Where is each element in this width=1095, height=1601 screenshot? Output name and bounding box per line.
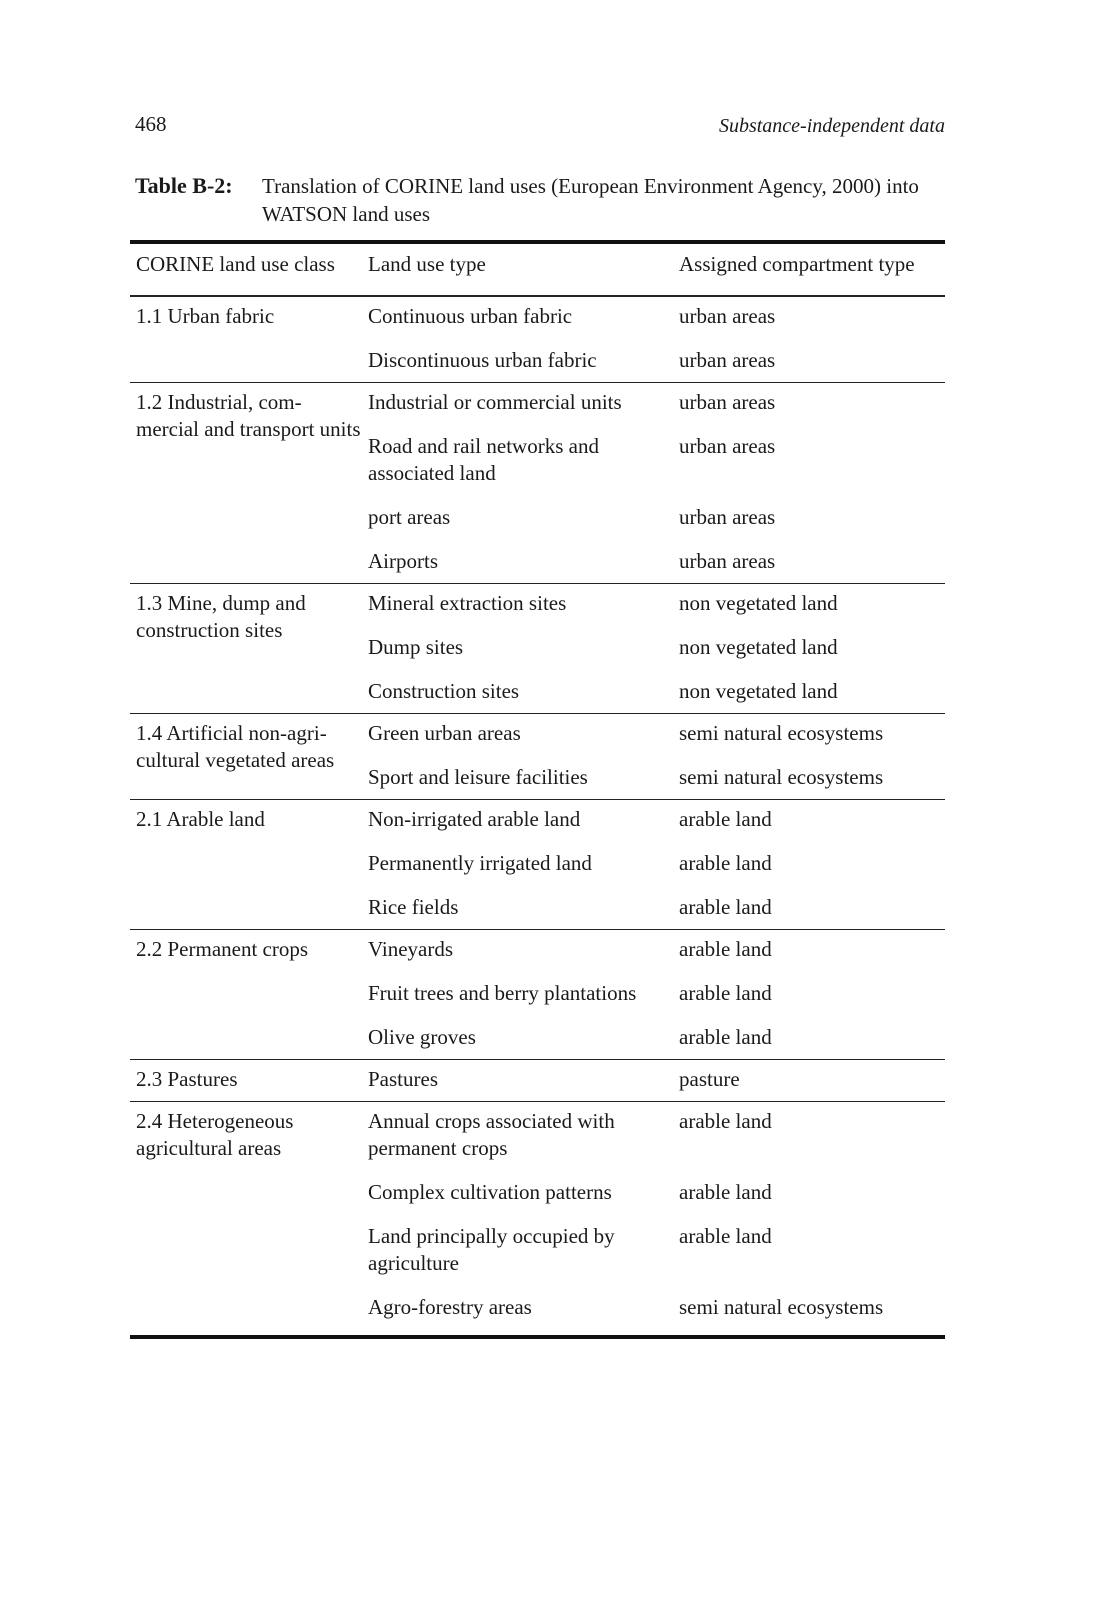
compartment-type-cell: non vegetated land: [679, 635, 838, 659]
land-use-type-cell: port areas: [368, 505, 451, 529]
page-number: 468: [135, 112, 167, 136]
land-use-type-cell: Construction sites: [368, 679, 520, 703]
land-use-type-cell: Airports: [368, 549, 438, 573]
compartment-type-cell: non vegetated land: [679, 591, 838, 615]
land-use-type-cell: Road and rail networks and associated land: [368, 434, 599, 485]
table-row: [368, 1179, 945, 1223]
table-group: [130, 1102, 945, 1329]
running-head: Substance-independent data: [718, 115, 945, 137]
land-use-type-cell: Rice fields: [368, 895, 459, 919]
table-row: [368, 347, 945, 374]
group-rows: [368, 389, 945, 575]
land-use-type-cell: Dump sites: [368, 635, 464, 659]
corine-class-cell: 1.3 Mine, dump and construction sites: [136, 591, 306, 642]
table-group: [130, 800, 945, 930]
compartment-type-cell: urban areas: [679, 348, 776, 372]
column-header-compartment-type: Assigned compartment type: [679, 252, 915, 276]
compartment-type-cell: urban areas: [679, 304, 776, 328]
group-rows: [368, 720, 945, 791]
group-rows: [368, 303, 945, 374]
table-label: Table B-2:: [135, 173, 233, 198]
corine-class-cell: 2.3 Pastures: [136, 1067, 238, 1091]
column-header-corine-class: CORINE land use class: [136, 252, 335, 276]
table-row: [368, 590, 945, 634]
compartment-type-cell: urban areas: [679, 434, 776, 458]
table-row: [368, 720, 945, 764]
compartment-type-cell: urban areas: [679, 505, 776, 529]
land-use-type-cell: Annual crops associated with permanent crops: [368, 1109, 615, 1160]
compartment-type-cell: pasture: [679, 1067, 740, 1091]
compartment-type-cell: semi natural ecosystems: [679, 1295, 884, 1319]
corine-class-cell: 1.4 Artificial non-agri-cultural vegetated areas: [136, 721, 335, 772]
compartment-type-cell: arable land: [679, 1025, 772, 1049]
group-rows: [368, 806, 945, 921]
compartment-type-cell: arable land: [679, 981, 772, 1005]
table-row: [368, 1108, 945, 1179]
compartment-type-cell: arable land: [679, 807, 772, 831]
table-row: [368, 303, 945, 347]
table-group: [130, 930, 945, 1060]
compartment-type-cell: arable land: [679, 1109, 772, 1133]
land-use-type-cell: Sport and leisure facilities: [368, 765, 588, 789]
table-row: [368, 634, 945, 678]
group-rows: [368, 1066, 945, 1093]
table-top-rule: [130, 240, 945, 244]
group-rows: [368, 1108, 945, 1321]
group-rows: [368, 590, 945, 705]
compartment-type-cell: semi natural ecosystems: [679, 765, 884, 789]
table-row: [368, 678, 945, 705]
compartment-type-cell: arable land: [679, 1180, 772, 1204]
table-row: [368, 850, 945, 894]
table-caption: [135, 172, 965, 228]
land-use-type-cell: Pastures: [368, 1067, 438, 1091]
table-row: [368, 764, 945, 791]
compartment-type-cell: urban areas: [679, 390, 776, 414]
table-group: [130, 1060, 945, 1102]
corine-class-cell: 2.1 Arable land: [136, 807, 265, 831]
table-row: [368, 1066, 945, 1093]
table-row: [368, 389, 945, 433]
table-row: [368, 1223, 945, 1294]
table-group: [130, 584, 945, 714]
land-use-type-cell: Industrial or commercial units: [368, 390, 622, 414]
table-row: [368, 504, 945, 548]
corine-class-cell: 2.4 Heterogeneous agricultural areas: [136, 1109, 294, 1160]
land-use-type-cell: Non-irrigated arable land: [368, 807, 581, 831]
table-row: [368, 980, 945, 1024]
land-use-type-cell: Green urban areas: [368, 721, 521, 745]
table-group: [130, 297, 945, 383]
group-rows: [368, 936, 945, 1051]
land-use-type-cell: Land principally occupied by agriculture: [368, 1224, 615, 1275]
table-row: [368, 894, 945, 921]
corine-class-cell: 1.1 Urban fabric: [136, 304, 275, 328]
table-row: [368, 936, 945, 980]
compartment-type-cell: urban areas: [679, 549, 776, 573]
land-use-type-cell: Agro-forestry areas: [368, 1295, 532, 1319]
table-bottom-rule: [130, 1335, 945, 1339]
land-use-type-cell: Vineyards: [368, 937, 454, 961]
land-use-type-cell: Permanently irrigated land: [368, 851, 592, 875]
compartment-type-cell: arable land: [679, 1224, 772, 1248]
land-use-type-cell: Discontinuous urban fabric: [368, 348, 597, 372]
column-header-land-use-type: Land use type: [368, 252, 486, 276]
table-row: [368, 548, 945, 575]
table-body: [130, 297, 945, 1329]
land-use-type-cell: Continuous urban fabric: [368, 304, 573, 328]
table-group: [130, 383, 945, 584]
compartment-type-cell: arable land: [679, 937, 772, 961]
land-use-type-cell: Fruit trees and berry plantations: [368, 981, 637, 1005]
land-use-type-cell: Mineral extraction sites: [368, 591, 567, 615]
corine-class-cell: 2.2 Permanent crops: [136, 937, 309, 961]
compartment-type-cell: semi natural ecosystems: [679, 721, 884, 745]
table-row: [368, 1024, 945, 1051]
table-row: [368, 1294, 945, 1321]
table-row: [368, 433, 945, 504]
table-row: [368, 806, 945, 850]
corine-class-cell: 1.2 Industrial, com-mercial and transport units: [136, 390, 361, 441]
table-group: [130, 714, 945, 800]
land-use-type-cell: Olive groves: [368, 1025, 476, 1049]
table-caption-text: Translation of CORINE land uses (European Environment Agency, 2000) into WATSON land uses: [262, 174, 919, 226]
land-use-type-cell: Complex cultivation patterns: [368, 1180, 612, 1204]
compartment-type-cell: non vegetated land: [679, 679, 838, 703]
compartment-type-cell: arable land: [679, 895, 772, 919]
compartment-type-cell: arable land: [679, 851, 772, 875]
table-header-row: [0, 252, 1095, 282]
